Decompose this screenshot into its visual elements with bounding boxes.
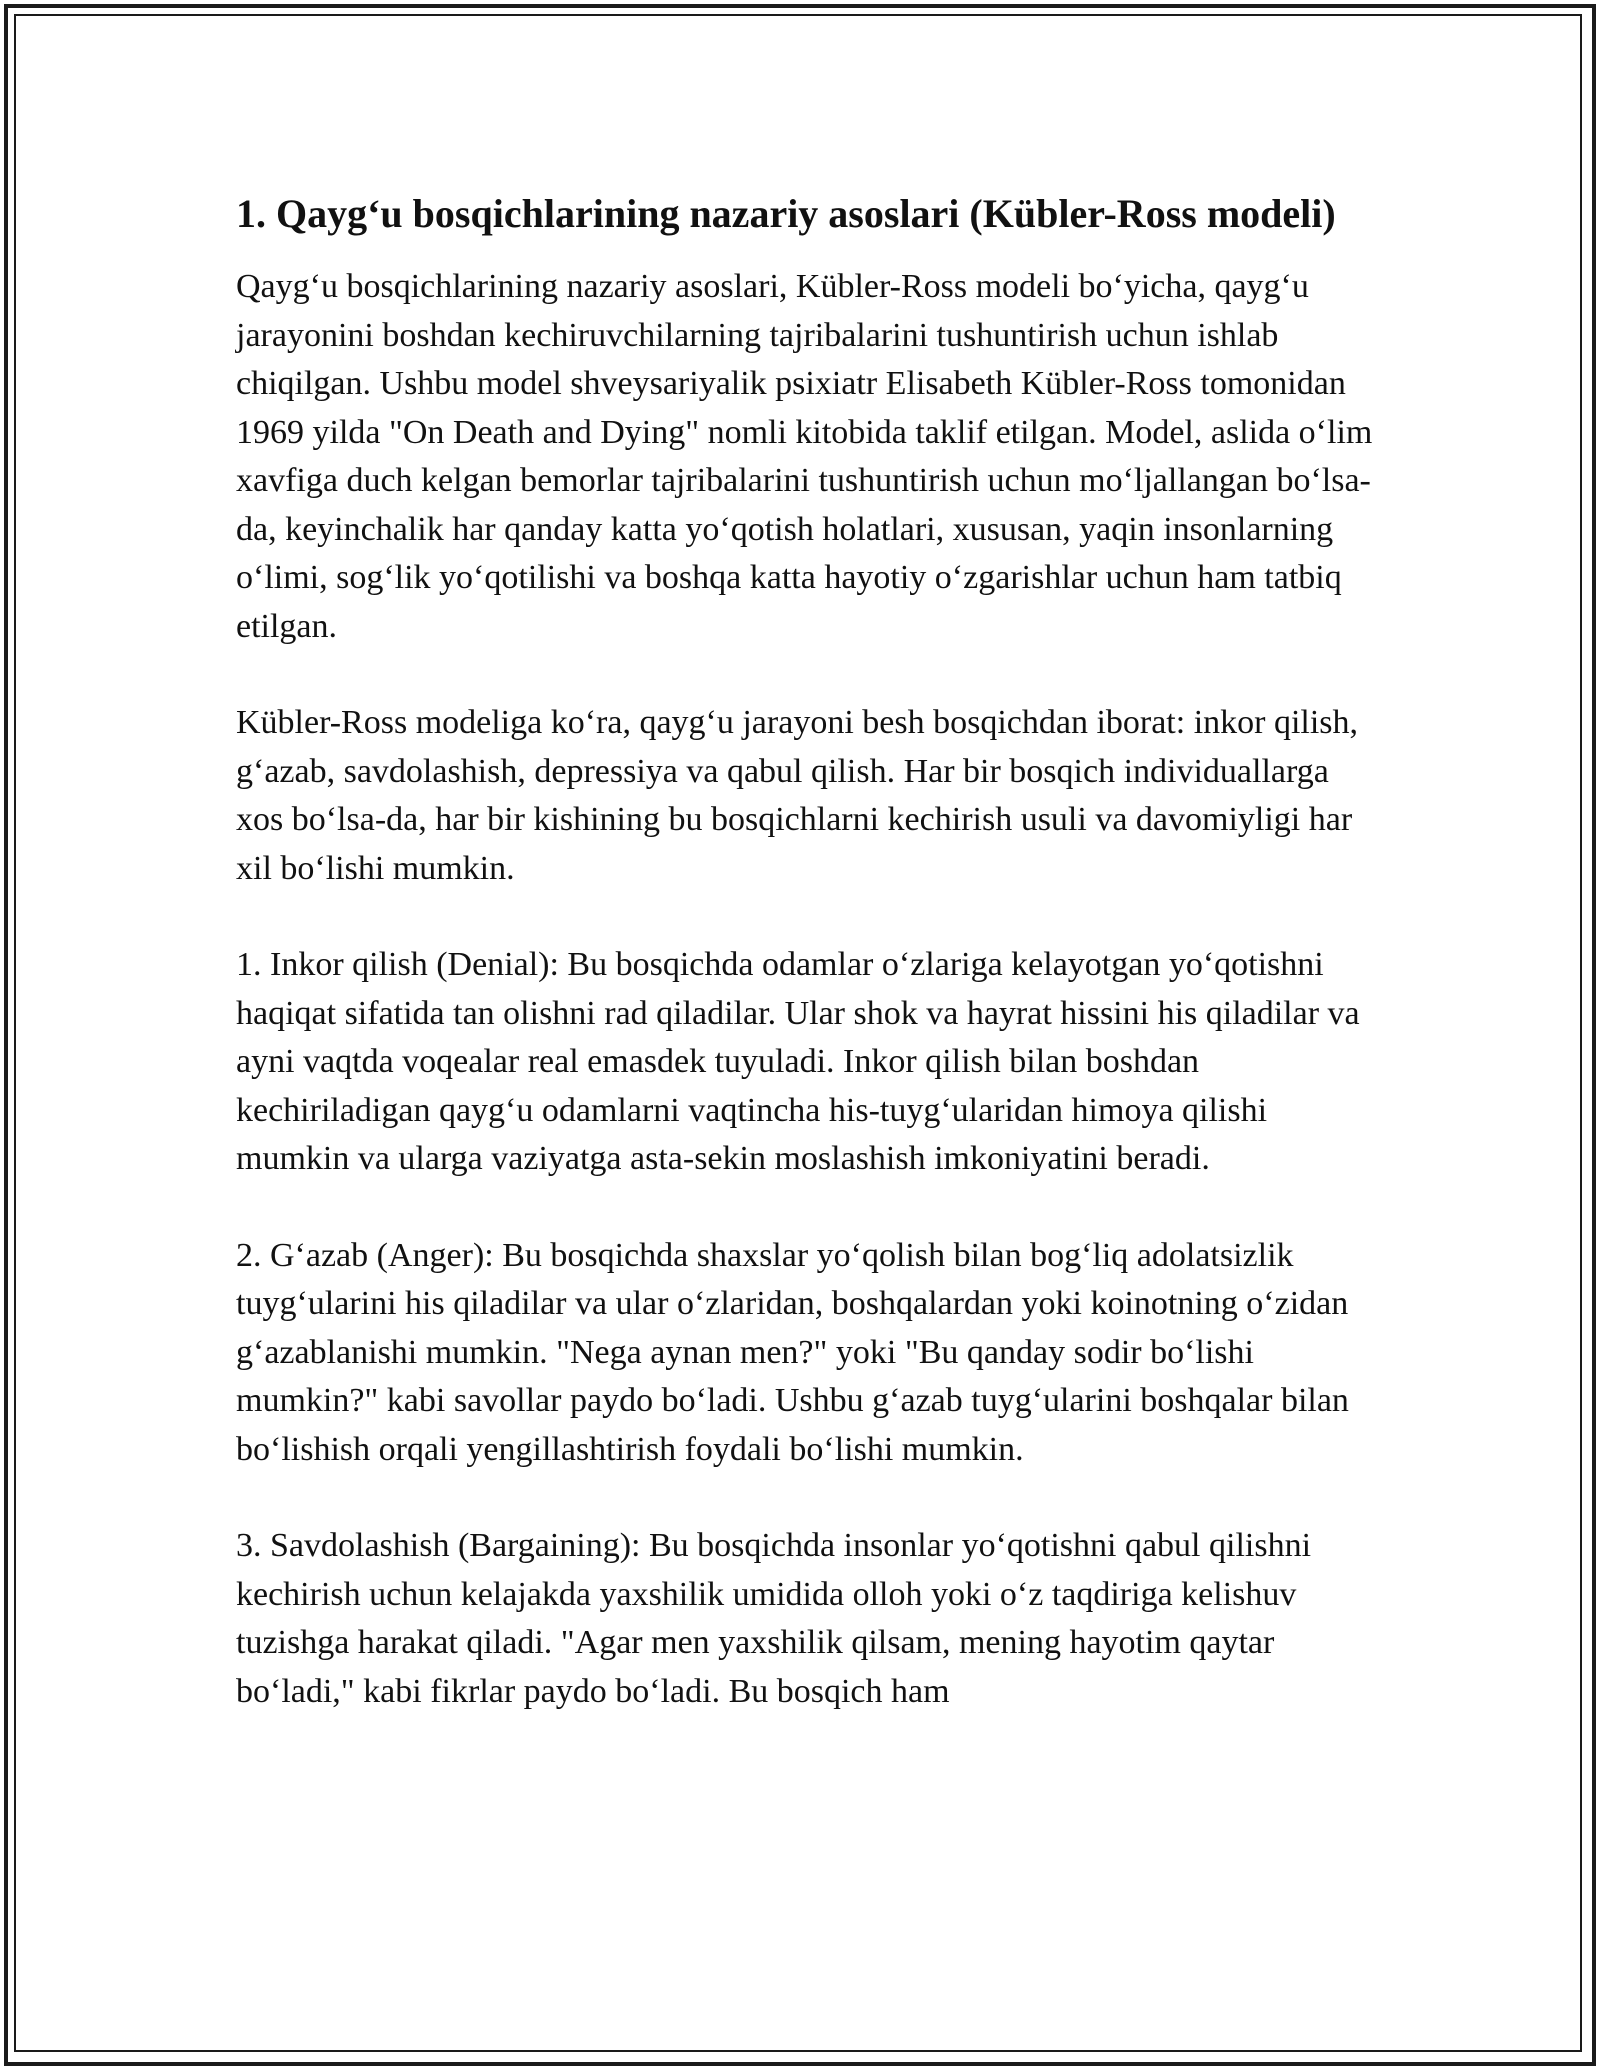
paragraph-bargaining: 3. Savdolashish (Bargaining): Bu bosqichda insonlar yo‘qotishni qabul qilishni kechirish uchun kelajakda yaxshilik umidida olloh yoki o‘z taqdiriga kelishuv tuzishga harakat qiladi. "Agar men yaxshilik qilsam, mening hayotim qaytar bo‘ladi," kabi fikrlar paydo bo‘ladi. Bu bosqich ham xyxy=(236,1527,1312,1710)
paragraph-intro: Qayg‘u bosqichlarining nazariy asoslari, Kübler-Ross modeli bo‘yicha, qayg‘u jarayonini boshdan kechiruvchilarning tajribalarini tushuntirish uchun ishlab chiqilgan. Ushbu model shveysariyalik psixiatr Elisabeth Kübler-Ross tomonidan 1969 yilda "On Death and Dying" nomli kitobida taklif etilgan. Model, aslida o‘lim xavfiga duch kelgan bemorlar tajribalarini tushuntirish uchun mo‘ljallangan bo‘lsa-da, keyinchalik har qanday katta yo‘qotish holatlari, xususan, yaqin insonlarning o‘limi, sog‘lik yo‘qotilishi va boshqa katta hayotiy o‘zgarishlar uchun ham tatbiq etilgan. xyxy=(236,268,1373,645)
section-heading: 1. Qayg‘u bosqichlarining nazariy asoslari (Kübler-Ross modeli) xyxy=(236,191,1336,236)
paragraph-anger: 2. G‘azab (Anger): Bu bosqichda shaxslar yo‘qolish bilan bog‘liq adolatsizlik tuyg‘ularini his qiladilar va ular o‘zlaridan, boshqalardan yoki koinotning o‘zidan g‘azablanishi mumkin. "Nega aynan men?" yoki "Bu qanday sodir bo‘lishi mumkin?" kabi savollar paydo bo‘ladi. Ushbu g‘azab tuyg‘ularini boshqalar bilan bo‘lishish orqali yengillashtirish foydali bo‘lishi mumkin. xyxy=(236,1236,1349,1468)
document-body xyxy=(236,186,1376,1764)
paragraph-denial: 1. Inkor qilish (Denial): Bu bosqichda odamlar o‘zlariga kelayotgan yo‘qotishni haqiqat sifatida tan olishni rad qiladilar. Ular shok va hayrat hissini his qiladilar va ayni vaqtda voqealar real emasdek tuyuladi. Inkor qilish bilan boshdan kechiriladigan qayg‘u odamlarni vaqtincha his-tuyg‘ularidan himoya qilishi mumkin va ularga vaziyatga asta-sekin moslashish imkoniyatini beradi. xyxy=(236,946,1360,1177)
paragraph-stages-overview: Kübler-Ross modeliga ko‘ra, qayg‘u jarayoni besh bosqichdan iborat: inkor qilish, g‘azab, savdolashish, depressiya va qabul qilish. Har bir bosqich individuallarga xos bo‘lsa-da, har bir kishining bu bosqichlarni kechirish usuli va davomiyligi har xil bo‘lishi mumkin. xyxy=(236,704,1359,887)
